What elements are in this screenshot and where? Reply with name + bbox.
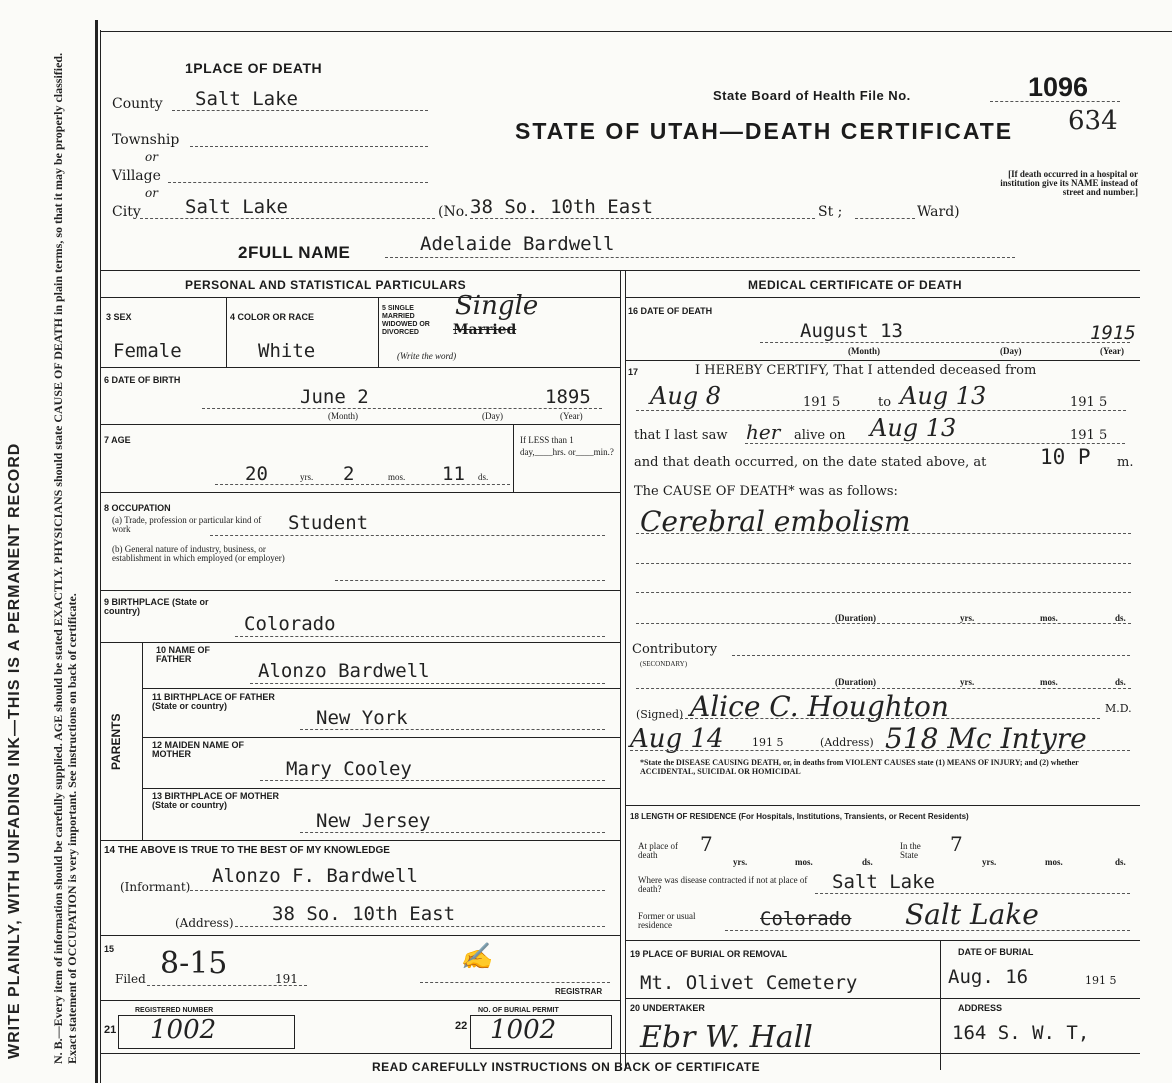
file-number-handwritten: 634 [1068, 106, 1118, 136]
contributory-duration-label: (Duration) [835, 677, 876, 687]
burial-permit-value: 1002 [490, 1015, 557, 1045]
informant-label: (Informant) [120, 880, 191, 894]
certify-number: 17 [628, 367, 639, 377]
death-date-value: August 13 [800, 320, 903, 342]
former-residence-label: Former or usual residence [638, 911, 696, 930]
filed-year: 191 [275, 972, 298, 986]
at-place-mos-label: mos. [795, 857, 813, 867]
age-less-note: If LESS than 1 day,____hrs. or____min.? [520, 435, 614, 457]
registrar-signature: ✍ [460, 942, 493, 972]
at-place-yrs-label: yrs. [733, 857, 748, 867]
dob-value: June 2 [300, 386, 369, 408]
margin-title: WRITE PLAINLY, WITH UNFADING INK—THIS IS A PERMANENT RECORD [6, 442, 23, 1059]
filed-number: 15 [104, 944, 115, 954]
street-label: St ; [818, 204, 843, 220]
city-label: City [112, 204, 141, 220]
death-year-caption: (Year) [1100, 346, 1124, 356]
age-days: 11 [442, 463, 465, 485]
personal-section-title: PERSONAL AND STATISTICAL PARTICULARS [185, 278, 467, 292]
mother-name-value: Mary Cooley [286, 758, 412, 780]
street-value: 38 So. 10th East [470, 196, 654, 218]
or-label-1: or [145, 150, 158, 164]
sex-value: Female [113, 340, 182, 362]
father-birthplace-value: New York [316, 707, 408, 729]
margin-instructions: N. B.—Every item of information should be carefully supplied. AGE should be stated EXACTLY. PHYSICIANS should state CAUSE OF DEATH in plain terms, so that it may be properly classified. Exact statement of OCCUPATION is very important. See instructions on back of certificate. [51, 52, 79, 1064]
death-day-caption: (Day) [1000, 346, 1022, 356]
medical-section-title: MEDICAL CERTIFICATE OF DEATH [748, 278, 962, 292]
secondary-label: (SECONDARY) [640, 660, 688, 668]
burial-date-label: DATE OF BURIAL [958, 947, 1034, 957]
dob-month-caption: (Month) [328, 411, 358, 421]
parents-label: PARENTS [109, 713, 123, 770]
informant-address-value: 38 So. 10th East [272, 903, 456, 925]
reg-21-label: 21 [104, 1024, 117, 1036]
undertaker-address-value: 164 S. W. T, [952, 1022, 1090, 1044]
informant-value: Alonzo F. Bardwell [212, 865, 418, 887]
occupation-value: Student [288, 512, 369, 534]
cause-ds-label: ds. [1115, 613, 1126, 623]
file-number: 1096 [1028, 72, 1089, 102]
age-months-caption: mos. [388, 472, 406, 482]
age-years-caption: yrs. [300, 472, 314, 482]
frame-top [100, 31, 1172, 32]
age-years: 20 [245, 463, 268, 485]
age-days-caption: ds. [478, 472, 489, 482]
cause-mos-label: mos. [1040, 613, 1058, 623]
dob-label: 6 DATE OF BIRTH [104, 375, 181, 385]
physician-address: 518 Mc Intyre [885, 722, 1087, 755]
or-label-2: or [145, 186, 158, 200]
registered-number-label: REGISTERED NUMBER [135, 1007, 214, 1014]
county-label: County [112, 96, 163, 112]
contributory-label: Contributory [632, 642, 718, 657]
death-date-label: 16 DATE OF DEATH [628, 306, 713, 316]
occupation-b-label: (b) General nature of industry, business, or establishment in which employed (or employer) [112, 544, 285, 563]
at-place-label: At place of death [638, 841, 678, 860]
filed-label: Filed [115, 972, 146, 986]
alive-on-label: alive on [794, 428, 846, 443]
death-time-suffix: m. [1117, 455, 1134, 470]
dob-year-caption: (Year) [560, 411, 583, 421]
full-name-value: Adelaide Bardwell [420, 233, 615, 255]
mother-birthplace-label: 13 BIRTHPLACE OF MOTHER (State or country) [152, 791, 280, 810]
burial-date-value: Aug. 16 [948, 966, 1029, 988]
cause-footnote: *State the DISEASE CAUSING DEATH, or, in deaths from VIOLENT CAUSES state (1) MEANS OF INJURY; and (2) whether ACCIDENTAL, SUICIDAL OR HOMICIDAL [640, 758, 1079, 776]
in-state-label: In the State [900, 841, 921, 860]
at-place-ds-label: ds. [862, 857, 873, 867]
registrar-label: REGISTRAR [555, 987, 603, 996]
last-saw-label: that I last saw [634, 428, 728, 443]
contracted-value: Salt Lake [832, 871, 935, 893]
informant-address-label: (Address) [175, 916, 234, 930]
full-name-label: 2FULL NAME [238, 243, 351, 262]
sex-label: 3 SEX [106, 312, 132, 322]
color-value: White [258, 340, 316, 362]
last-saw-pronoun: her [746, 420, 781, 444]
contributory-ds-label: ds. [1115, 677, 1126, 687]
former-residence-value: Salt Lake [905, 898, 1039, 931]
residence-label: 18 LENGTH OF RESIDENCE (For Hospitals, Institutions, Transients, or Recent Residents) [630, 812, 969, 821]
father-birthplace-label: 11 BIRTHPLACE OF FATHER (State or country) [152, 692, 275, 711]
ward-label: Ward) [917, 204, 960, 220]
color-label: 4 COLOR OR RACE [230, 312, 315, 322]
age-label: 7 AGE [104, 435, 131, 445]
burial-year: 191 5 [1085, 974, 1117, 987]
cause-value: Cerebral embolism [640, 505, 911, 538]
burial-permit-label: NO. OF BURIAL PERMIT [478, 1007, 559, 1014]
cause-duration-label: (Duration) [835, 613, 876, 623]
age-months: 2 [343, 463, 355, 485]
cause-yrs-label: yrs. [960, 613, 975, 623]
occupation-label: 8 OCCUPATION [104, 503, 171, 513]
undertaker-address-label: ADDRESS [958, 1003, 1003, 1013]
city-value: Salt Lake [185, 196, 288, 218]
in-state-ds-label: ds. [1115, 857, 1126, 867]
at-place-value: 7 [700, 832, 713, 856]
undertaker-value: Ebr W. Hall [640, 1020, 813, 1055]
footer-instructions: READ CAREFULLY INSTRUCTIONS ON BACK OF CERTIFICATE [372, 1060, 761, 1074]
permit-22-label: 22 [455, 1020, 468, 1032]
occupation-a-label: (a) Trade, profession or particular kind of work [112, 515, 262, 534]
place-of-death-label: 1PLACE OF DEATH [185, 60, 323, 76]
signed-label: (Signed) [636, 708, 684, 721]
township-label: Township [112, 132, 180, 148]
burial-place-value: Mt. Olivet Cemetery [640, 972, 858, 994]
marital-struck: Married [453, 322, 517, 338]
mother-name-label: 12 MAIDEN NAME OF MOTHER [152, 740, 245, 759]
death-date-year: 1915 [1090, 322, 1136, 344]
to-label: to [878, 395, 892, 410]
father-name-label: 10 NAME OF FATHER [156, 645, 211, 664]
signature-year: 191 5 [752, 736, 784, 749]
death-occurred-label: and that death occurred, on the date stated above, at [634, 455, 987, 470]
attended-from-year: 191 5 [803, 395, 841, 410]
undertaker-label: 20 UNDERTAKER [630, 1003, 705, 1013]
in-state-yrs-label: yrs. [982, 857, 997, 867]
burial-place-label: 19 PLACE OF BURIAL OR REMOVAL [630, 949, 788, 959]
marital-value: Single [455, 291, 539, 321]
mother-birthplace-value: New Jersey [316, 810, 431, 832]
attended-to-value: Aug 13 [900, 382, 987, 410]
signature-address-label: (Address) [820, 736, 874, 749]
signature-date: Aug 14 [630, 724, 724, 754]
alive-on-value: Aug 13 [870, 414, 957, 442]
dob-day-caption: (Day) [482, 411, 503, 421]
file-number-label: State Board of Health File No. [713, 88, 911, 103]
certify-text: I HEREBY CERTIFY, That I attended deceased from [695, 363, 1037, 378]
filed-value: 8-15 [160, 946, 228, 981]
village-label: Village [112, 168, 161, 184]
former-residence-struck: Colorado [760, 908, 852, 930]
cause-label: The CAUSE OF DEATH* was as follows: [634, 484, 898, 499]
frame-left [95, 20, 98, 1083]
contributory-mos-label: mos. [1040, 677, 1058, 687]
contracted-label: Where was disease contracted if not at place of death? [638, 875, 808, 894]
county-value: Salt Lake [195, 88, 298, 110]
birthplace-label: 9 BIRTHPLACE (State or country) [104, 597, 209, 616]
physician-signature: Alice C. Houghton [690, 690, 949, 723]
marital-write-note: (Write the word) [397, 351, 457, 361]
marital-label: 5 SINGLE MARRIED WIDOWED OR DIVORCED [382, 305, 430, 336]
true-statement-label: 14 THE ABOVE IS TRUE TO THE BEST OF MY KNOWLEDGE [104, 845, 390, 856]
contributory-yrs-label: yrs. [960, 677, 975, 687]
certificate-title: STATE OF UTAH—DEATH CERTIFICATE [515, 118, 1014, 144]
dob-year: 1895 [545, 386, 591, 408]
in-state-value: 7 [950, 832, 963, 856]
death-time-value: 10 P [1040, 445, 1091, 469]
hospital-note: [If death occurred in a hospital or institution give its NAME instead of street and number.] [1000, 169, 1138, 197]
registered-number-value: 1002 [150, 1015, 217, 1045]
frame-left-inner [100, 30, 101, 1083]
birthplace-value: Colorado [244, 613, 336, 635]
attended-to-year: 191 5 [1070, 395, 1108, 410]
father-name-value: Alonzo Bardwell [258, 660, 430, 682]
alive-on-year: 191 5 [1070, 428, 1108, 443]
street-number-label: (No. [438, 204, 469, 220]
attended-from-value: Aug 8 [650, 382, 722, 410]
death-month-caption: (Month) [848, 346, 880, 356]
in-state-mos-label: mos. [1045, 857, 1063, 867]
md-label: M.D. [1105, 702, 1132, 715]
